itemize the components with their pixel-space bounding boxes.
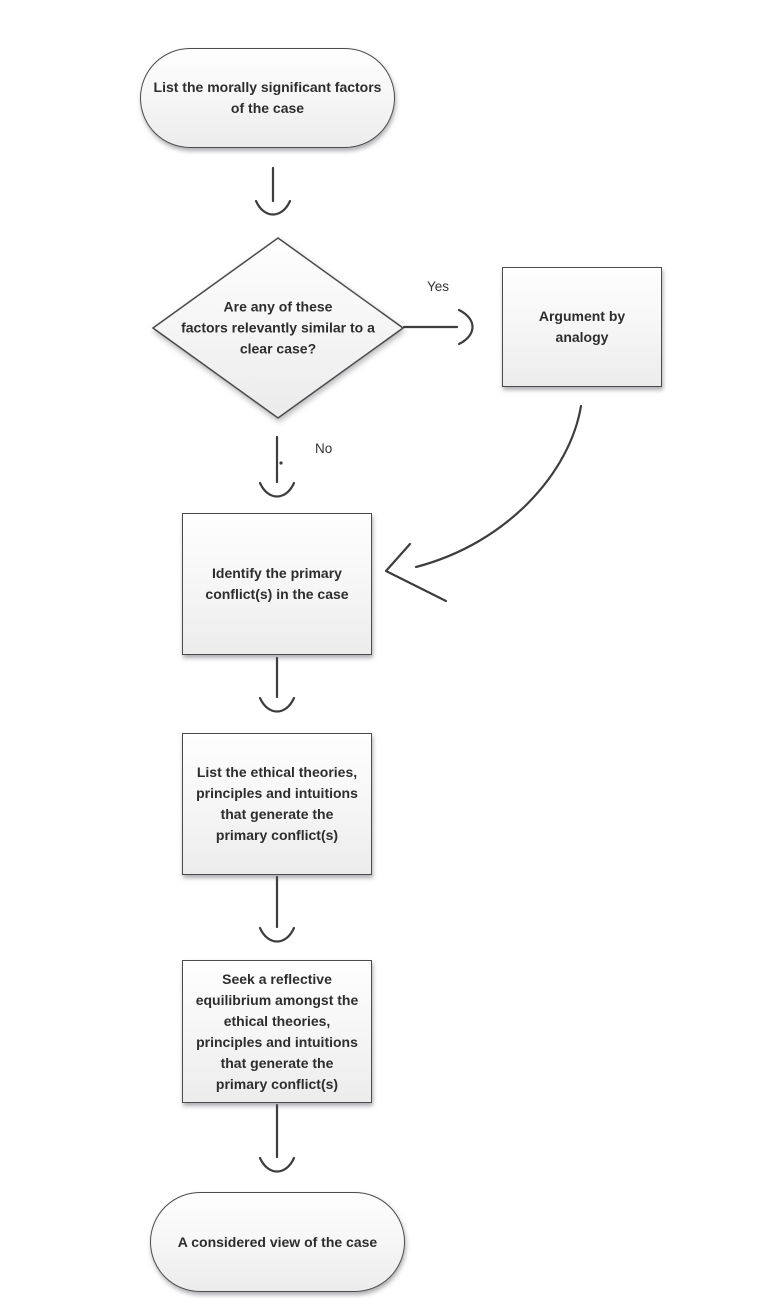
node-theories-box xyxy=(182,733,372,875)
text-line: conflict(s) in the case xyxy=(205,586,349,602)
text-line: factors relevantly similar to a xyxy=(181,319,375,336)
edge-label-yes: Yes xyxy=(427,279,450,294)
arrowhead-left-icon xyxy=(386,544,446,601)
node-theories-label xyxy=(183,762,371,846)
text-line: of the case xyxy=(230,100,305,116)
node-start-label xyxy=(141,77,394,119)
node-start-terminator xyxy=(140,48,395,148)
arrowhead-down-icon xyxy=(260,483,294,497)
text-line: principles and intuitions xyxy=(196,785,358,801)
node-decision-diamond xyxy=(152,237,404,419)
edge-label-no: No xyxy=(315,441,333,456)
text-line: ethical theories, xyxy=(223,1012,331,1029)
text-line: that generate the xyxy=(220,806,334,822)
arrowhead-down-icon xyxy=(260,1158,294,1172)
arrow-decision-to-identify-no xyxy=(260,437,294,497)
arrow-decision-to-analogy-yes xyxy=(404,310,473,344)
text-line: List the morally significant factors xyxy=(153,79,382,95)
stray-dot xyxy=(279,461,282,464)
text-line: primary conflict(s) xyxy=(215,827,339,843)
node-analogy-label xyxy=(503,306,661,348)
text-line: principles and intuitions xyxy=(196,1033,358,1050)
text-line: primary conflict(s) xyxy=(215,1075,339,1092)
arrowhead-down-icon xyxy=(260,698,294,712)
arrow-identify-to-theories xyxy=(260,658,294,712)
arrow-equilibrium-to-end xyxy=(260,1105,294,1172)
node-equilibrium-box xyxy=(182,960,372,1103)
node-decision-label xyxy=(163,297,393,360)
node-identify-label xyxy=(183,563,371,605)
node-identify-box xyxy=(182,513,372,655)
text-line: Are any of these xyxy=(223,298,333,315)
node-analogy-box xyxy=(502,267,662,387)
arrow-theories-to-equilibrium xyxy=(260,877,294,942)
text-line: clear case? xyxy=(239,340,317,357)
node-equilibrium-label xyxy=(183,969,371,1095)
text-line: that generate the xyxy=(220,1054,334,1071)
text-line: List the ethical theories, xyxy=(196,764,358,780)
text-line: Argument by xyxy=(538,308,626,324)
text-line: A considered view of the case xyxy=(177,1233,378,1250)
arrowhead-right-icon xyxy=(459,310,473,344)
node-end-label xyxy=(151,1232,404,1253)
text-line: analogy xyxy=(555,329,609,345)
arrowhead-down-icon xyxy=(260,928,294,942)
text-line: Seek a reflective xyxy=(222,970,332,987)
text-line: equilibrium amongst the xyxy=(195,991,359,1008)
arrowhead-down-icon xyxy=(256,201,290,215)
node-end-terminator xyxy=(150,1192,405,1292)
text-line: Identify the primary xyxy=(212,565,342,581)
curve-analogy-to-identify xyxy=(386,406,581,601)
arrow-start-to-decision xyxy=(256,168,290,215)
